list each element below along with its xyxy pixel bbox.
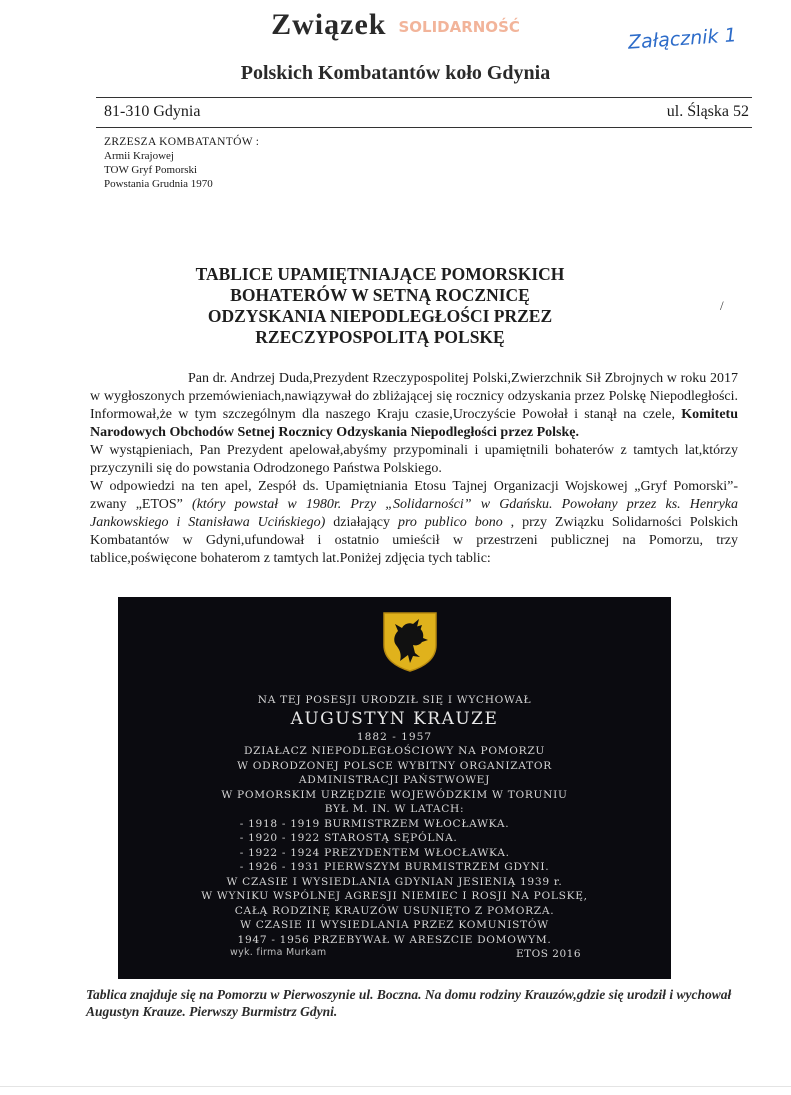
heading-line: BOHATERÓW W SETNĄ ROCZNICĘ — [230, 285, 530, 305]
handwritten-note: Załącznik 1 — [627, 24, 738, 54]
heading-line: RZECZYPOSPOLITĄ POLSKĘ — [255, 327, 505, 347]
header-rule-bottom — [96, 127, 752, 128]
plaque-line: ADMINISTRACJI PAŃSTWOWEJ — [298, 774, 491, 786]
paragraph-3-text-b: działający — [325, 515, 398, 530]
article-heading — [150, 264, 610, 348]
plaque-etos-year: ETOS 2016 — [516, 948, 582, 960]
organization-name: Związek — [271, 8, 387, 41]
paragraph-3-latin: pro publico bono — [397, 515, 503, 530]
plaque-line: CAŁĄ RODZINĘ KRAUZÓW USUNIĘTO Z POMORZA. — [234, 904, 555, 917]
organization-subtitle: Polskich Kombatantów koło Gdynia — [240, 62, 551, 84]
plaque-term: - 1922 - 1924 PREZYDENTEM WŁOCŁAWKA. — [239, 846, 510, 859]
plaque-line: DZIAŁACZ NIEPODLEGŁOŚCIOWY NA POMORZU — [243, 745, 546, 757]
plaque-maker: wyk. firma Murkam — [230, 947, 327, 958]
association-heading: ZRZESZA KOMBATANTÓW : — [104, 136, 260, 148]
association-member: Powstania Grudnia 1970 — [104, 178, 213, 190]
plaque-line: NA TEJ POSESJI URODZIŁ SIĘ I WYCHOWAŁ — [257, 694, 532, 706]
margin-mark: / — [720, 298, 724, 313]
paragraph-1-text: Pan dr. Andrzej Duda,Prezydent Rzeczypospolitej Polski,Zwierzchnik Sił Zbrojnych w roku 2017 w wygłoszonych przemówieniach,nawiązywał do zbliżającej się rocznicy odzyskania przez Polskę Niepodległości. Informował,że w tym szczególnym dla naszego Kraju czasie,Uroczyście Powołał i stanął na czele, — [90, 371, 738, 422]
plaque-line: W CZASIE II WYSIEDLANIA PRZEZ KOMUNISTÓW — [240, 919, 549, 931]
memorial-plaque-photo — [118, 597, 671, 979]
association-block — [104, 135, 259, 191]
association-member: TOW Gryf Pomorski — [104, 164, 198, 176]
scan-edge-line — [0, 1086, 791, 1087]
plaque-terms — [240, 817, 550, 875]
heading-line: TABLICE UPAMIĘTNIAJĄCE POMORSKICH — [195, 264, 565, 284]
header-rule-top — [96, 97, 752, 98]
solidarnosc-stamp: SOLIDARNOŚĆ — [398, 18, 520, 37]
article-body — [90, 370, 738, 568]
plaque-line: W POMORSKIM URZĘDZIE WOJEWÓDZKIM W TORUNIU — [221, 788, 568, 801]
paragraph-3-text-a: W odpowiedzi na ten apel, Zespół ds. Upamiętniania Etosu Tajnej Organizacji Wojskowej „Gryf Pomorski”- zwany „ETOS” — [90, 479, 738, 512]
paragraph-3 — [90, 478, 738, 568]
plaque-line: W WYNIKU WSPÓLNEJ AGRESJI NIEMIEC I ROSJI NA POLSKĘ, — [201, 890, 588, 902]
plaque-line: 1947 - 1956 PRZEBYWAŁ W ARESZCIE DOMOWYM. — [237, 933, 552, 946]
photo-caption: Tablica znajduje się na Pomorzu w Pierwoszynie ul. Boczna. Na domu rodziny Krauzów,gdzie się urodził i wychował Augustyn Krauze. Pierwszy Burmistrz Gdyni. — [86, 987, 732, 1019]
paragraph-1 — [90, 370, 738, 442]
plaque-term: - 1926 - 1931 PIERWSZYM BURMISTRZEM GDYNI. — [239, 861, 550, 873]
plaque-term: - 1918 - 1919 BURMISTRZEM WŁOCŁAWKA. — [239, 817, 510, 830]
address-city: 81-310 Gdynia — [104, 103, 201, 120]
paragraph-3-aside: (który powstał w 1980r. Przy „Solidarności” w Gdańsku. Powołany przez ks. Henryka Jankowskiego i Stanisława Ucińskiego) — [90, 497, 739, 530]
address-street: ul. Śląska 52 — [666, 103, 749, 120]
paragraph-2: W wystąpieniach, Pan Prezydent apelował,abyśmy przypominali i upamiętnili bohaterów z tamtych lat,którzy przyczynili się do powstania Odrodzonego Państwa Polskiego. — [90, 443, 738, 476]
plaque-line: BYŁ M. IN. W LATACH: — [324, 803, 465, 815]
plaque-line: W CZASIE I WYSIEDLANIA GDYNIAN JESIENIĄ 1939 r. — [226, 875, 563, 888]
plaque-years: 1882 - 1957 — [356, 730, 433, 743]
plaque-person-name: AUGUSTYN KRAUZE — [290, 708, 499, 729]
plaque-line: W ODRODZONEJ POLSCE WYBITNY ORGANIZATOR — [237, 759, 552, 772]
heading-line: ODZYSKANIA NIEPODLEGŁOŚCI PRZEZ — [207, 306, 553, 326]
paragraph-3-text-c: , przy Związku Solidarności Polskich Kombatantów w Gdyni,ufundował i ostatnio umieścił w przestrzeni publicznej na Pomorzu, trzy tablice,poświęcone bohaterom z tamtych lat.Poniżej zdjęcia tych tablic: — [90, 515, 738, 566]
association-member: Armii Krajowej — [104, 150, 174, 162]
griffin-crest-icon — [382, 611, 438, 673]
plaque-term: - 1920 - 1922 STAROSTĄ SĘPÓLNA. — [239, 832, 458, 844]
plaque-inscription — [118, 693, 671, 947]
committee-name: Komitetu Narodowych Obchodów Setnej Rocznicy Odzyskania Niepodległości przez Polskę. — [90, 407, 738, 440]
